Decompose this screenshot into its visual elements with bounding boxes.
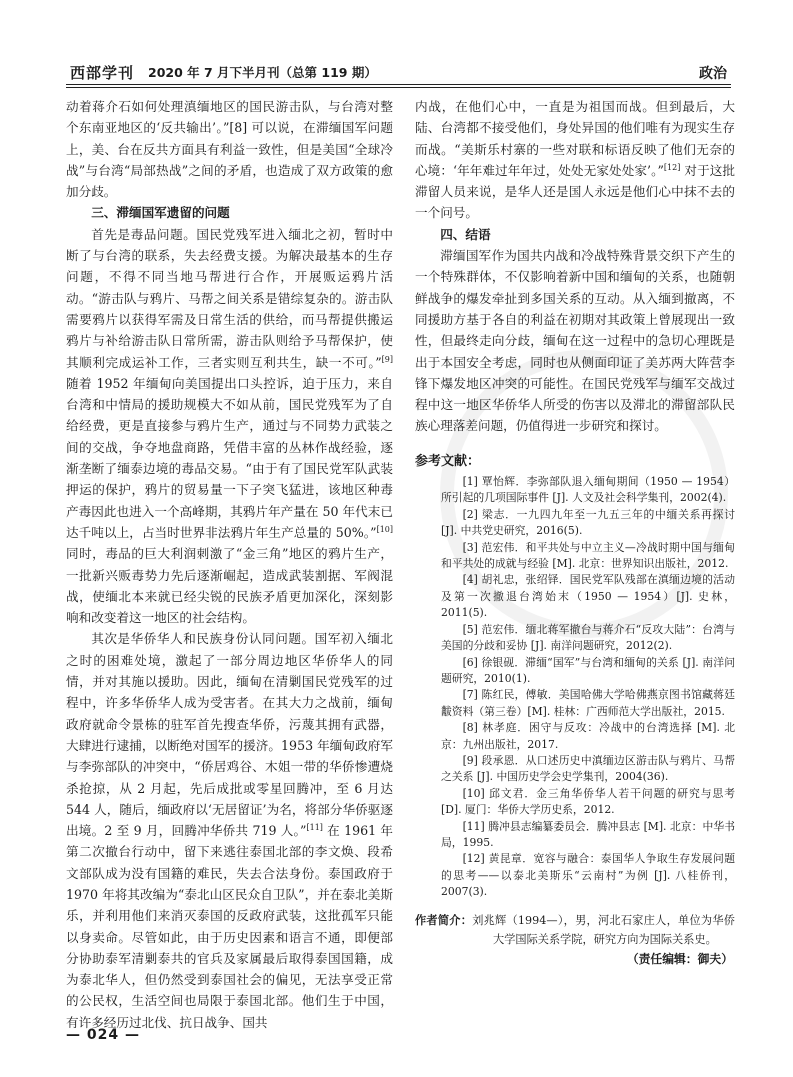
journal-title: 西部学刊 — [70, 64, 135, 82]
issue-info: 2020 年 7 月下半月刊（总第 119 期） — [148, 65, 377, 80]
author-text: 刘兆辉（1994—），男，河北石家庄人，单位为华侨大学国际关系学院，研究方向为国际关系史。 — [472, 913, 735, 946]
paragraph-text: 对于这批滞留人员来说，是华人还是国人永远是他们心中抹不去的一个问号。 — [415, 162, 735, 221]
reference-item: [1] 覃怡辉．李弥部队退入缅甸期间（1950 — 1954）所引起的几项国际事件 [J]. 人文及社会科学集刊，2002(4). — [441, 475, 735, 505]
reference-item: [8] 林孝庭．困守与反攻：冷战中的台湾选择 [M]. 北京：九州出版社，2017. — [441, 721, 735, 751]
citation-ref: [12] — [663, 162, 681, 172]
reference-item: [11] 腾冲县志编纂委员会．腾冲县志 [M]. 北京：中华书局，1995. — [441, 819, 735, 849]
references-list — [415, 474, 735, 901]
reference-item: [9] 段承恩．从口述历史中滇缅边区游击队与鸦片、马帮之关系 [J]. 中国历史学会史学集刊，2004(36). — [441, 753, 735, 784]
author-label: 作者简介： — [415, 913, 473, 927]
paragraph: 滞缅国军作为国共内战和冷战特殊背景交织下产生的一个特殊群体，不仅影响着新中国和缅甸的关系，也随朝鲜战争的爆发牵扯到多国关系的互动。从入缅到撤离，不同援助方基于各自的利益在初期对其政策上曾展现出一致性，但最终走向分歧，缅甸在这一过程中的急切心理既是出于本国安全考虑，同时也从侧面印证了美苏两大阵营李锋下爆发地区冲突的可能性。在国民党残军与缅军交战过程中这一地区华侨华人所受的伤害以及滞北的滞留部队民族心理落差问题，仍值得进一步研究和探讨。 — [415, 248, 735, 434]
paragraph-text: 内战，在他们心中，一直是为祖国而战。但到最后，大陆、台湾都不接受他们，身处异国的他们唯有为现实生存而战。“美斯乐村寨的一些对联和标语反映了他们无奈的心境：‘年年难过年年过，处处无家处处家’。” — [415, 99, 735, 178]
paragraph — [66, 628, 393, 1033]
section-label: 政治 — [699, 66, 727, 82]
reference-item: [10] 邱文君．金三角华侨华人若干问题的研究与思考 [D]. 厦门：华侨大学历史系，2012. — [441, 786, 735, 817]
citation-ref: [11] — [306, 822, 323, 832]
reference-item: [12] 黄昆章．宽容与融合：泰国华人争取生存发展问题的思考——以泰北美斯乐“云南村”为例 [J]. 八桂侨刊，2007(3). — [441, 852, 735, 899]
citation-ref: [10] — [376, 524, 393, 534]
reference-item: [6] 徐银砚．滞缅“国军”与台湾和缅甸的关系 [J]. 南洋问题研究，2010(1). — [441, 655, 735, 685]
paragraph-text: 在 1961 年第二次撤台行动中，留下来逃往泰国北部的李文焕、段希文部队成为没有国籍的难民，失去合法身份。泰国政府于 1970 年将其改编为“泰北山区民众自卫队”，并在泰北美斯乐，并利用他们来消灭泰国的反政府武装，这批孤军只能以身卖命。尽管如此，由于历史因素和语言不通，即便部分协助泰军清剿泰共的官兵及家属最后取得泰国国籍，成为泰北华人，但仍然受到泰国社会的偏见，无法享受正常的公民权，生活空间也局限于泰国北部。他们生于中国，有许多经历过北伐、抗日战争、国共 — [66, 823, 394, 1030]
paragraph-text: 同时，毒品的巨大利润刺激了“金三角”地区的鸦片生产，一批新兴贩毒势力先后逐渐崛起，造成武装割据、军阀混战，使缅北本来就已经尖锐的民族矛盾更加深化，深刻影响和改变着这一地区的社会结构。 — [66, 546, 393, 626]
reference-item: [3] 范宏伟．和平共处与中立主义—冷战时期中国与缅甸和平共处的成就与经验 [M]. 北京：世界知识出版社，2012. — [441, 540, 735, 571]
paragraph-text: 首先是毒品问题。国民党残军进入缅北之初，暂时中断了与台湾的联系，失去经费支援。为解决最基本的生存问题，不得不同当地马帮进行合作，开展贩运鸦片活动。“游击队与鸦片、马帮之间关系是错综复杂的。游击队需要鸦片以获得军需及日常生活的供给，而马帮提供搬运鸦片与补给游击队日常所需，游击队则给予马帮保护，使其顺利完成运补工作，三者实则互利共生，缺一不可。” — [66, 226, 393, 370]
citation-ref: [9] — [381, 354, 393, 364]
author-bio — [415, 911, 735, 949]
reference-item: [7] 陈红民，傅敏．美国哈佛大学哈佛燕京图书馆藏蒋廷黻资料（第三卷）[M]. 桂林：广西师范大学出版社，2015. — [441, 688, 735, 718]
responsible-editor: （责任编辑：御夫） — [626, 951, 733, 966]
paragraph-text: 动着蒋介石如何处理滇缅地区的国民游击队，与台湾对整个东南亚地区的‘反共输出’。”[8] 可以说，在滞缅国军问题上，美、台在反共方面具有利益一致性，但是美国“全球冷战”与台湾“局部热战”之间的矛盾，也造成了双方政策的愈加分歧。 — [66, 99, 393, 200]
references-title: 参考文献： — [415, 453, 481, 469]
paragraph — [66, 96, 393, 202]
right-column — [415, 96, 735, 970]
paragraph-text: 其次是华侨华人和民族身份认同问题。国军初入缅北之时的困难处境，激起了一部分周边地区华侨华人的同情，并对其施以援助。因此，缅甸在清剿国民党残军的过程中，许多华侨华人成为受害者。在其大力之战前，缅甸政府就命令景栋的驻军首先搜查华侨，污蔑其拥有武器，大肆进行逮捕，以断绝对国军的援济。1953 年缅甸政府军与李弥部队的冲突中，“侨居鸡谷、木姐一带的华侨惨遭烧杀抢掠，从 2 月起，先后成批或零星回腾冲，至 6 月达 544 人，随后，缅政府以‘无居留证’为名，将部分华侨驱逐出境。2 至 9 月，回腾冲华侨共 719 人。” — [66, 631, 393, 839]
header-rule — [66, 84, 731, 88]
reference-item: [4] 胡礼忠，张绍铎．国民党军队残部在滇缅边境的活动及第一次撤退台湾始末（1950 — 1954）[J]. 史林，2011(5). — [441, 573, 735, 620]
left-column — [66, 96, 393, 1033]
section-heading: 三、滞缅国军遗留的问题 — [91, 205, 230, 221]
paragraph — [66, 224, 393, 629]
paragraph-text: 随着 1952 年缅甸向美国提出口头控诉，迫于压力，来自台湾和中情局的援助规模大不如从前，国民党残军为了自给经费，更是直接参与鸦片生产，通过与不同势力武装之间的交战，争夺地盘商路，凭借丰富的丛林作战经验，逐渐垄断了缅泰边境的毒品交易。“由于有了国民党军队武装押运的保护，鸦片的贸易量一下子突飞猛进，该地区种毒产毒因此也进入一个高峰期，其鸦片年产量在 50 年代末已达千吨以上，占当时世界非法鸦片年生产总量的 50%。” — [66, 375, 393, 540]
page-number: — 024 — — [66, 1027, 140, 1043]
paragraph — [415, 96, 735, 224]
reference-item: [2] 梁志．一九四九年至一九五三年的中缅关系再探讨 [J]. 中共党史研究，2016(5). — [441, 507, 735, 538]
reference-item: [5] 范宏伟．缅北蒋军撤台与蒋介石“反攻大陆”：台湾与美国的分歧和妥协 [J]. 南洋问题研究，2012(2). — [441, 622, 735, 653]
section-heading: 四、结语 — [440, 226, 491, 242]
